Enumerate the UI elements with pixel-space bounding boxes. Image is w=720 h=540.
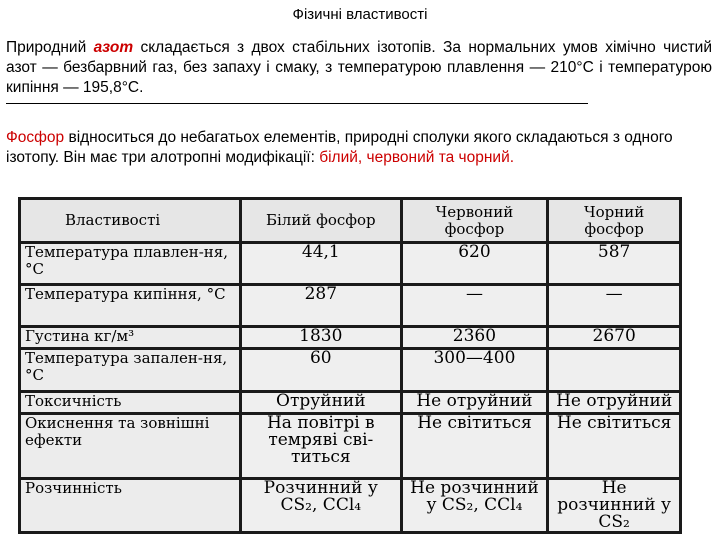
row-label: Температура запален-ня, °С <box>20 349 241 392</box>
cell-value: Не світиться <box>401 414 548 479</box>
row-label: Розчинність <box>20 479 241 533</box>
row-label: Окиснення та зовнішні ефекти <box>20 414 241 479</box>
table-header-row <box>20 199 681 243</box>
phosphorus-properties-table <box>18 197 682 534</box>
cell-value: 287 <box>241 285 402 327</box>
table-row <box>20 349 681 392</box>
cell-value: 2670 <box>548 327 681 349</box>
cell-value: Не світиться <box>548 414 681 479</box>
table-row <box>20 479 681 533</box>
cell-value: 44,1 <box>241 243 402 285</box>
cell-value: — <box>548 285 681 327</box>
phosphorus-term: Фосфор <box>6 129 65 146</box>
header-white-phosphorus: Білий фосфор <box>241 199 402 243</box>
cell-value: 300—400 <box>401 349 548 392</box>
nitrogen-paragraph: Природний азот складається з двох стабільних ізотопів. За нормальних умов хімічно чистий азот — безбарвний газ, без запаху і смаку, з температурою плавлення — 210°С і температурою кипіння — 195,8°С. <box>6 39 712 96</box>
page-title: Фізичні властивості <box>292 6 428 23</box>
cell-value: Не отруйний <box>548 392 681 414</box>
row-label: Токсичність <box>20 392 241 414</box>
cell-value: — <box>401 285 548 327</box>
cell-value: Не розчинний у CS₂, CCl₄ <box>401 479 548 533</box>
cell-value: Отруйний <box>241 392 402 414</box>
row-label: Густина кг/м³ <box>20 327 241 349</box>
cell-value: 620 <box>401 243 548 285</box>
allotropes-list: білий, червоний та чорний. <box>319 149 515 166</box>
header-black-phosphorus: Чорний фосфор <box>548 199 681 243</box>
divider-line <box>6 103 588 104</box>
header-red-phosphorus: Червоний фосфор <box>401 199 548 243</box>
row-label: Температура кипіння, °С <box>20 285 241 327</box>
table-row <box>20 243 681 285</box>
phosphorus-paragraph: Фосфор відноситься до небагатьох елементів, природні сполуки якого складаються з одного ізотопу. Він має три алотропні модифікації: білий, червоний та чорний. <box>6 129 673 166</box>
header-properties: Властивості <box>20 199 241 243</box>
cell-value: Не розчинний у CS₂ <box>548 479 681 533</box>
properties-table-wrapper <box>18 197 682 532</box>
table-row <box>20 392 681 414</box>
table-row <box>20 285 681 327</box>
row-label: Температура плавлен-ня, °С <box>20 243 241 285</box>
nitrogen-term: азот <box>93 39 134 56</box>
cell-value: Розчинний у CS₂, CCl₄ <box>241 479 402 533</box>
table-row <box>20 414 681 479</box>
cell-value: 60 <box>241 349 402 392</box>
cell-value: 2360 <box>401 327 548 349</box>
cell-value: 587 <box>548 243 681 285</box>
table-row <box>20 327 681 349</box>
cell-value: На повітрі в темряві сві-титься <box>241 414 402 479</box>
cell-value <box>548 349 681 392</box>
cell-value: Не отруйний <box>401 392 548 414</box>
cell-value: 1830 <box>241 327 402 349</box>
